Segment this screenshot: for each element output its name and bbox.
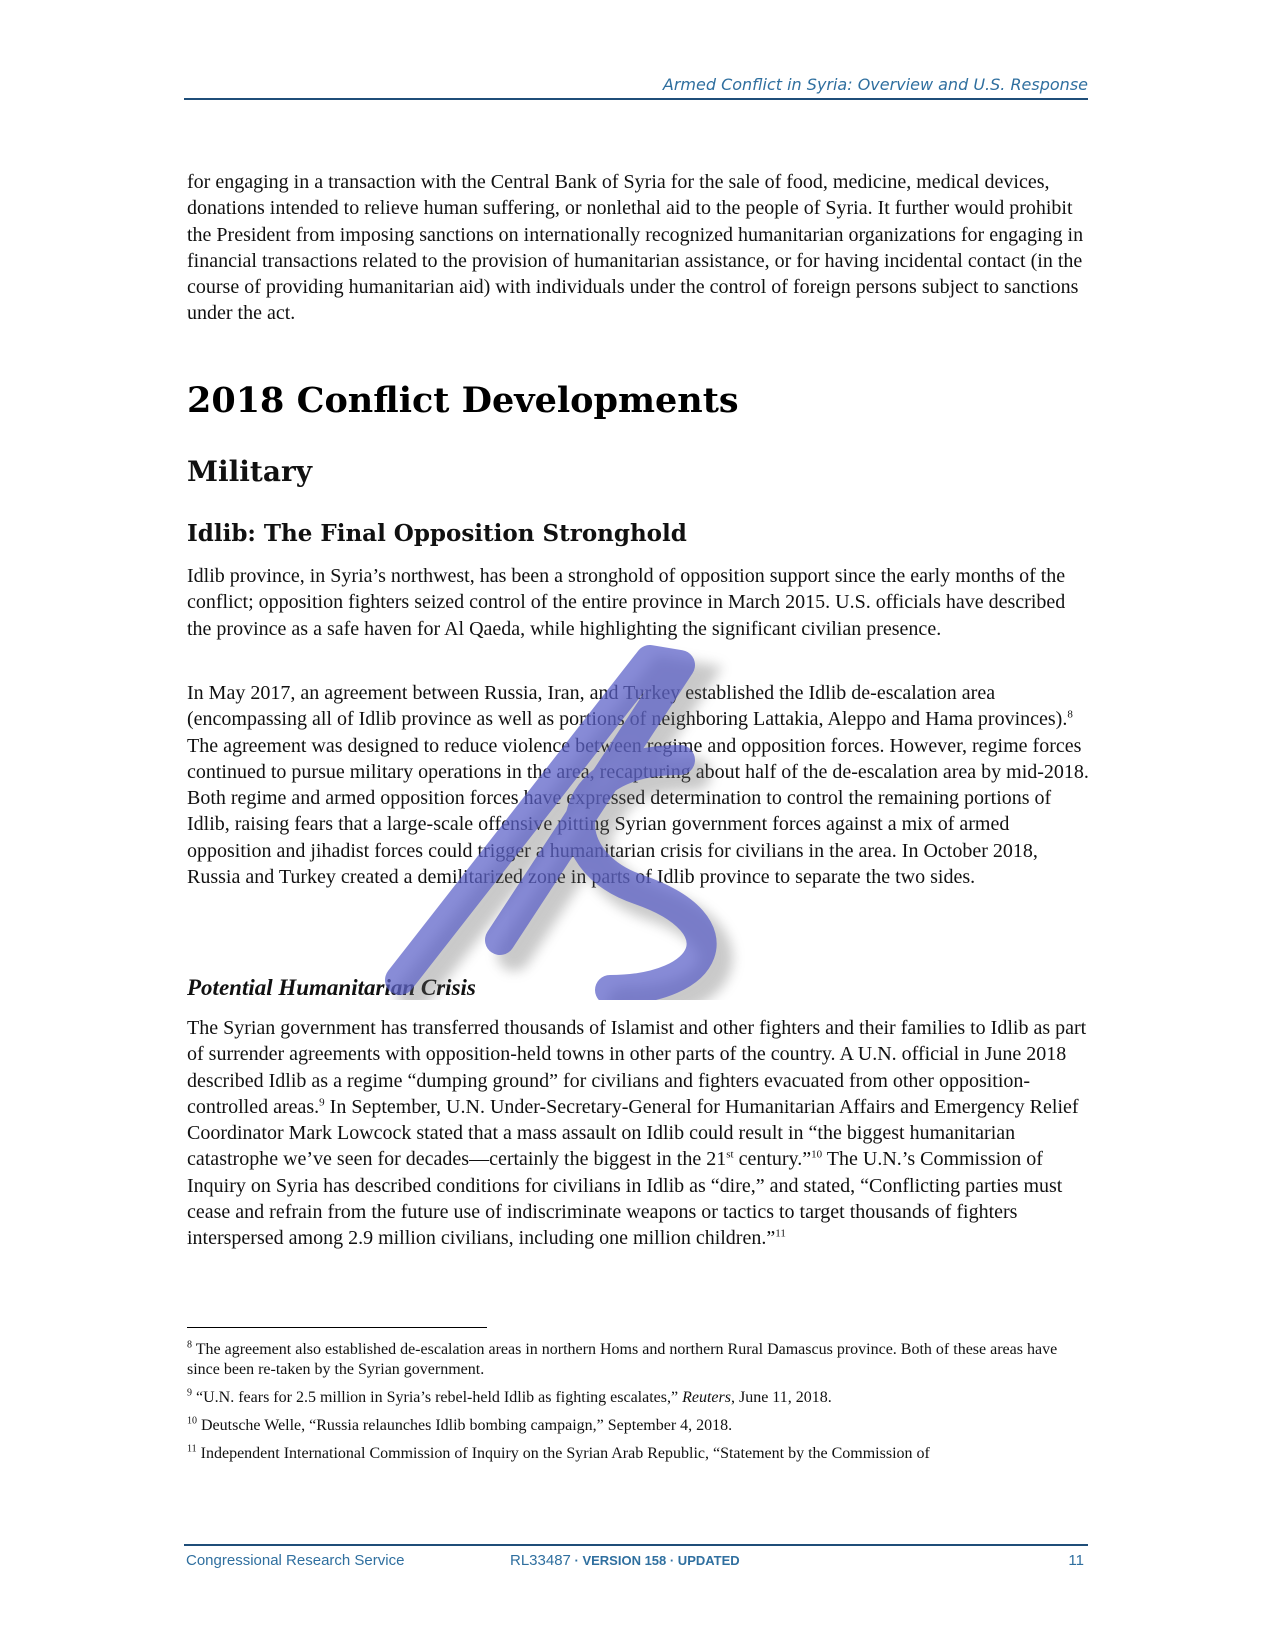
page-footer [184, 1544, 1088, 1572]
footnote-number: 8 [187, 1339, 192, 1351]
intro-paragraph: for engaging in a transaction with the Central Bank of Syria for the sale of food, medicine, medical devices, donations intended to relieve human suffering, or nonlethal aid to the people of Syria. It further would prohibit the President from imposing sanctions on internationally recognized humanitarian organizations for engaging in financial transactions related to the provision of humanitarian assistance, or for having incidental contact (in the course of providing humanitarian aid) with individuals under the control of foreign persons subject to sanctions under the act. [187, 171, 1084, 325]
text-run: In September, U.N. Under-Secretary-General for Humanitarian Affairs and Emergency Relief Coordinator Mark Lowcock stated that a mass assault on Idlib could result in “the biggest humanitarian catastrophe we’ve seen for decades—certainly the biggest in the 21 [187, 1095, 1079, 1171]
footnote-source: Reuters [682, 1389, 731, 1406]
footnote-number: 11 [187, 1443, 197, 1455]
footnote-text: “U.N. fears for 2.5 million in Syria’s rebel-held Idlib as fighting escalates,” [192, 1389, 683, 1406]
footnote-number: 9 [187, 1387, 192, 1399]
subsection-heading: Military [187, 455, 313, 488]
footer-publisher: Congressional Research Service [186, 1552, 405, 1569]
footer-report-id [510, 1552, 740, 1569]
footnote-number: 10 [187, 1415, 197, 1427]
crisis-paragraph [187, 1015, 1091, 1252]
text-run: In May 2017, an agreement between Russia, Iran, and Turkey established the Idlib de-escalation area (encompassing all of Idlib province as well as portions of neighboring Lattakia, Aleppo and Hama provinces). [187, 682, 1068, 731]
footnote-text-tail: , June 11, 2018. [730, 1389, 832, 1406]
text-run: The agreement was designed to reduce violence between regime and opposition forces. However, regime forces continued to pursue military operations in the area, recapturing about half of the de-escalation area by mid-2018. Both regime and armed opposition forces have expressed determination to control the remaining portions of Idlib, raising fears that a large-scale offensive pitting Syrian government forces against a mix of armed opposition and jihadist forces could trigger a humanitarian crisis for civilians in the area. In October 2018, Russia and Turkey created a demilitarized zone in parts of Idlib province to separate the two sides. [187, 734, 1089, 889]
footnotes [187, 1340, 1091, 1472]
ordinal-suffix: st [726, 1148, 734, 1161]
idlib-paragraph-2 [187, 680, 1091, 890]
footnote-10 [187, 1416, 1091, 1436]
section-heading: 2018 Conflict Developments [187, 380, 739, 421]
text-run: The Syrian government has transferred thousands of Islamist and other fighters and their families to Idlib as part of surrender agreements with opposition-held towns in other parts of the country. A U.N. official in June 2018 described Idlib as a regime “dumping ground” for civilians and fighters evacuated from other opposition-controlled areas. [187, 1017, 1087, 1118]
footnote-ref[interactable]: 10 [811, 1148, 823, 1161]
page-number: 11 [1068, 1552, 1084, 1569]
running-header [184, 74, 1088, 100]
footnote-divider [187, 1327, 487, 1328]
footnote-8 [187, 1340, 1091, 1380]
footnote-text: Independent International Commission of Inquiry on the Syrian Arab Republic, “Statement by the Commission of [196, 1445, 930, 1462]
running-title: Armed Conflict in Syria: Overview and U.S. Response [662, 75, 1088, 94]
footnote-ref[interactable]: 9 [319, 1096, 325, 1109]
footnote-ref[interactable]: 8 [1067, 708, 1073, 721]
crisis-heading: Potential Humanitarian Crisis [187, 975, 476, 1000]
report-id: RL33487 [510, 1552, 571, 1569]
footnote-9 [187, 1388, 1091, 1408]
text-run: century.” [733, 1148, 812, 1171]
subsubsection-heading: Idlib: The Final Opposition Stronghold [187, 520, 687, 547]
footnote-text: The agreement also established de-escalation areas in northern Homs and northern Rural Damascus province. Both of these areas have since been re-taken by the Syrian government. [187, 1341, 1058, 1378]
footnote-11 [187, 1444, 1091, 1464]
footnote-text: Deutsche Welle, “Russia relaunches Idlib bombing campaign,” September 4, 2018. [197, 1417, 733, 1434]
text-run: The U.N.’s Commission of Inquiry on Syria has described conditions for civilians in Idlib as “dire,” and stated, “Conflicting parties must cease and refrain from the future use of indiscriminate weapons or tactics to target thousands of fighters interspersed among 2.9 million civilians, including one million children.” [187, 1148, 1063, 1250]
footnote-ref[interactable]: 11 [775, 1227, 786, 1240]
report-version: · VERSION 158 · UPDATED [570, 1553, 740, 1568]
idlib-paragraph-1: Idlib province, in Syria’s northwest, has been a stronghold of opposition support since the early months of the conflict; opposition fighters seized control of the entire province in March 2015. U.S. officials have described the province as a safe haven for Al Qaeda, while highlighting the significant civilian presence. [187, 565, 1066, 640]
